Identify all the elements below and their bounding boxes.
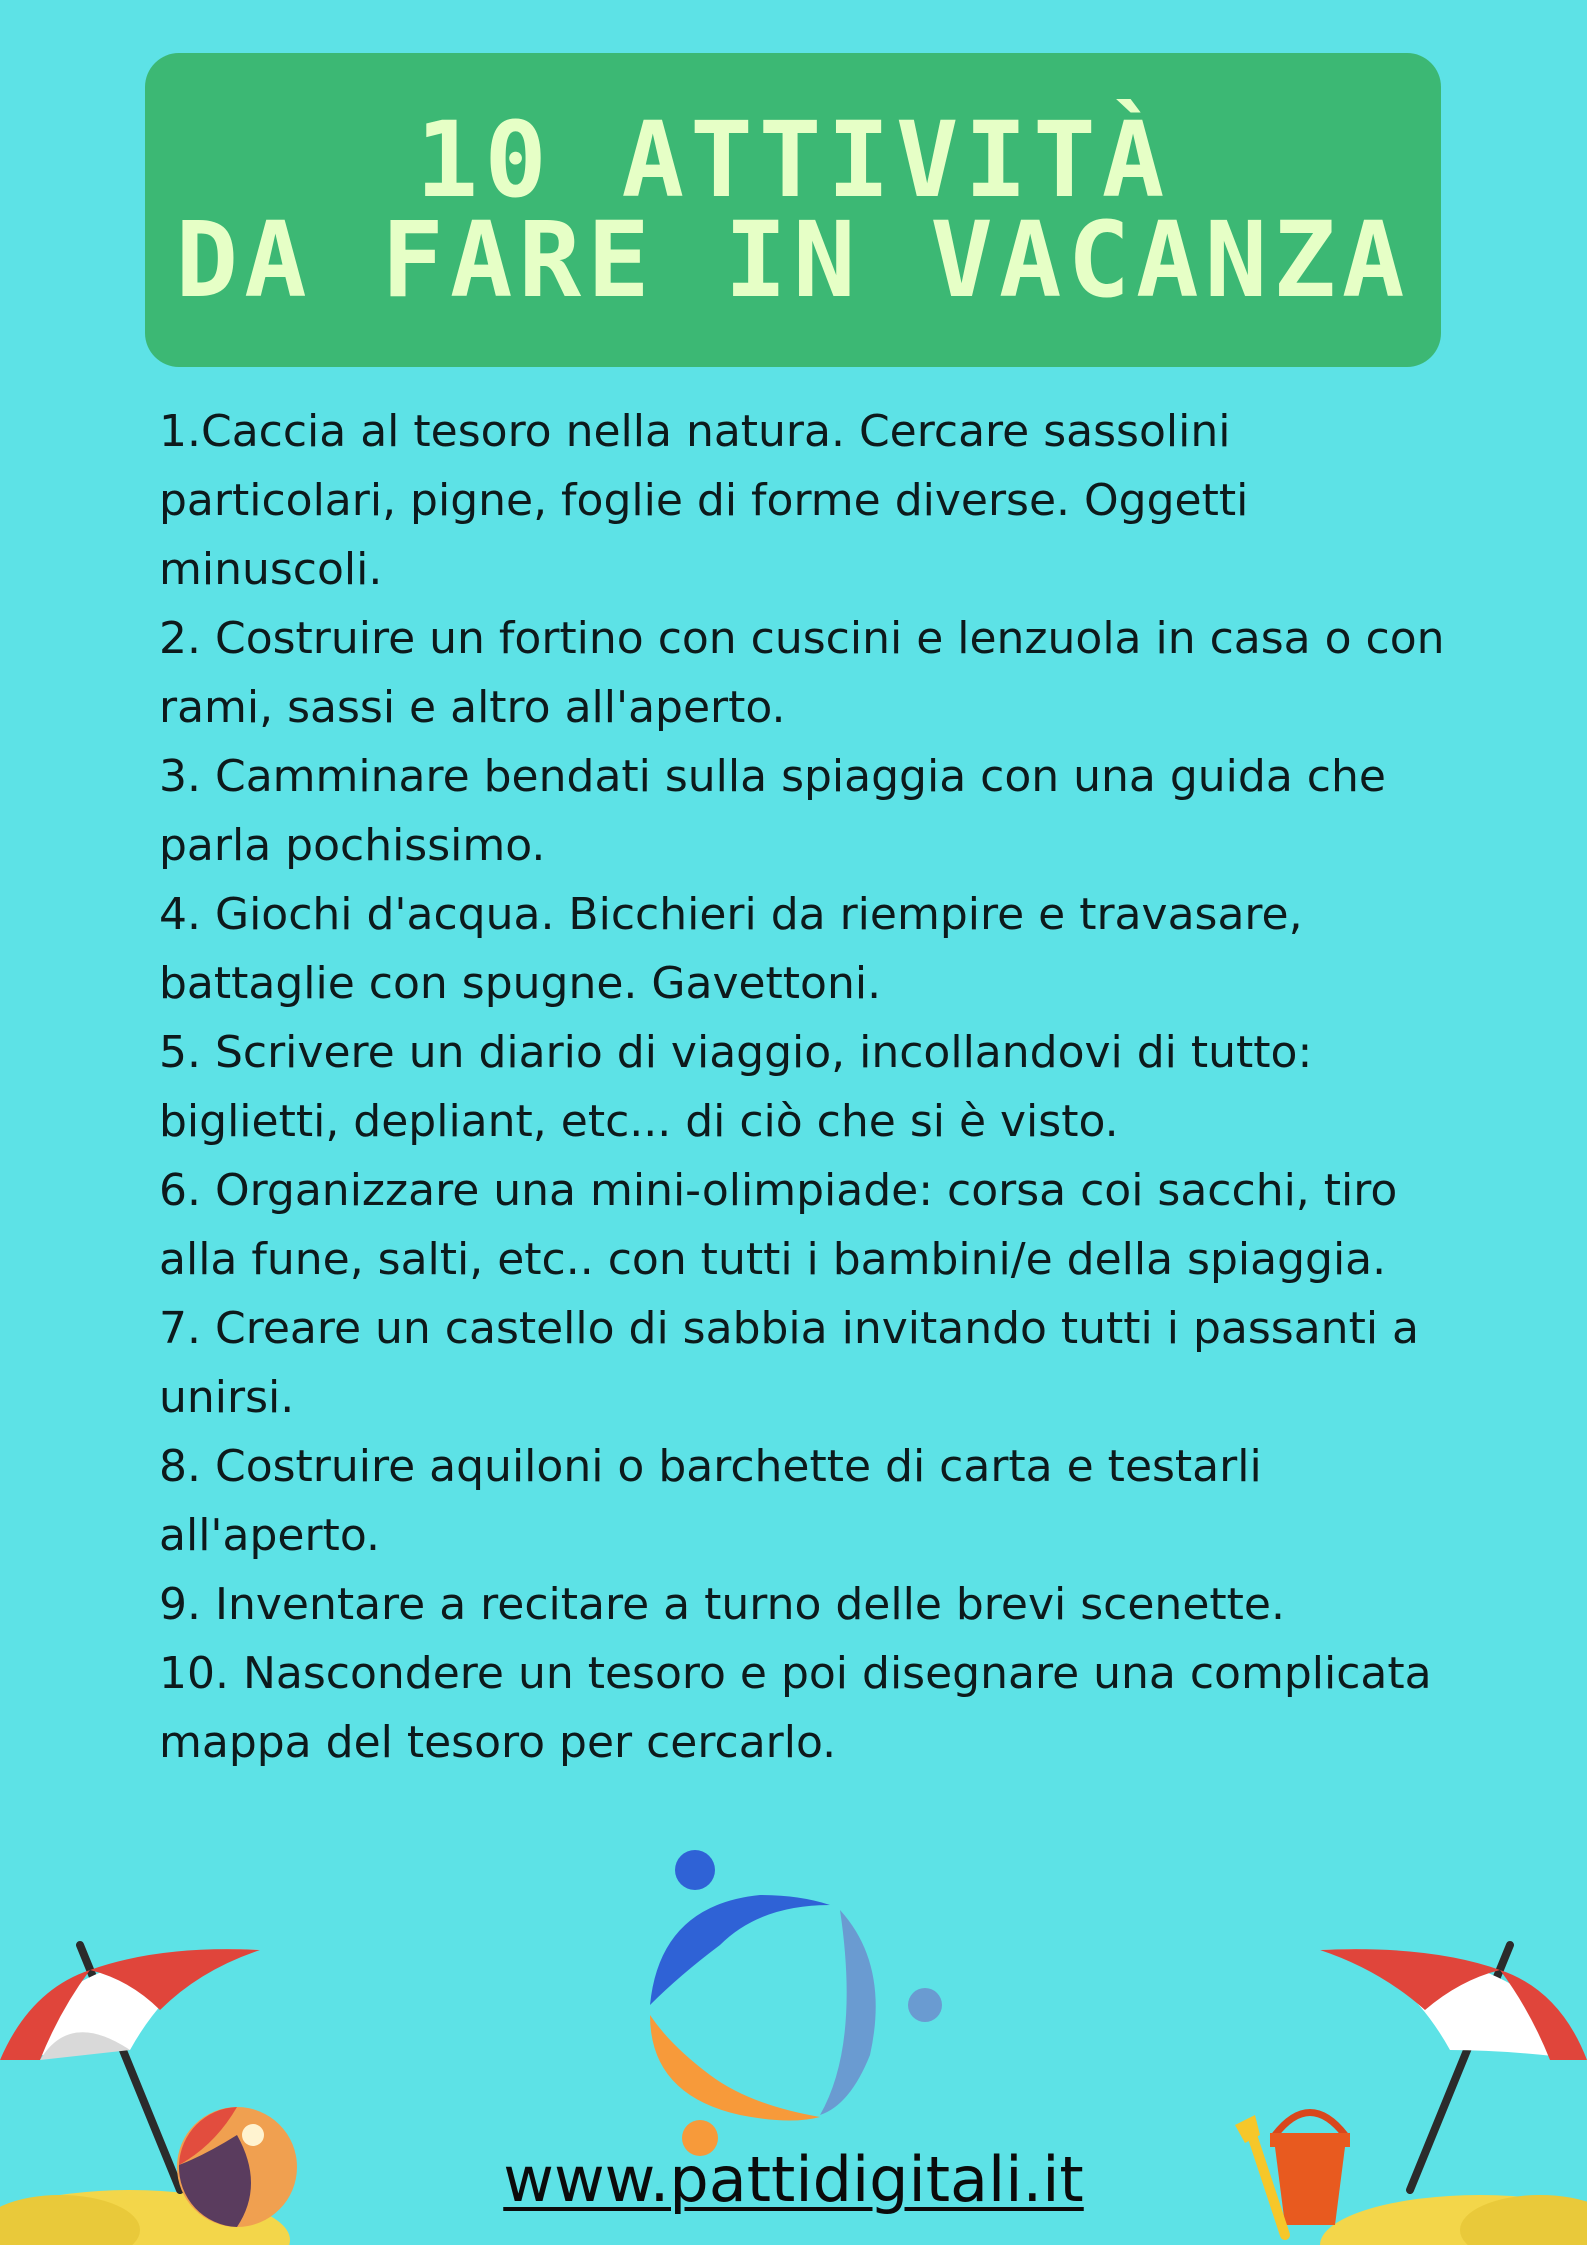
list-item: 8. Costruire aquiloni o barchette di carta e testarli all'aperto. xyxy=(159,1441,1262,1561)
list-item: 10. Nascondere un tesoro e poi disegnare una complicata mappa del tesoro per cercarlo. xyxy=(159,1648,1432,1768)
list-item: 5. Scrivere un diario di viaggio, incollandovi di tutto: biglietti, depliant, etc... di ciò che si è visto. xyxy=(159,1027,1313,1147)
list-item: 1.Caccia al tesoro nella natura. Cercare sassolini particolari, pigne, foglie di forme diverse. Oggetti minuscoli. xyxy=(159,406,1249,595)
list-item: 4. Giochi d'acqua. Bicchieri da riempire e travasare, battaglie con spugne. Gavettoni. xyxy=(159,889,1303,1009)
logo-circle-icon xyxy=(630,1845,950,2165)
list-item: 9. Inventare a recitare a turno delle brevi scenette. xyxy=(159,1579,1285,1630)
list-item: 2. Costruire un fortino con cuscini e lenzuola in casa o con rami, sassi e altro all'aperto. xyxy=(159,613,1445,733)
list-item: 6. Organizzare una mini-olimpiade: corsa coi sacchi, tiro alla fune, salti, etc.. con tutti i bambini/e della spiaggia. xyxy=(159,1165,1398,1285)
website-link[interactable]: www.pattidigitali.it xyxy=(503,2143,1084,2216)
list-item: 3. Camminare bendati sulla spiaggia con una guida che parla pochissimo. xyxy=(159,751,1386,871)
page-title-line-1: 10 ATTIVITÀ xyxy=(415,99,1171,221)
list-item: 7. Creare un castello di sabbia invitando tutti i passanti a unirsi. xyxy=(159,1303,1419,1423)
page-title-line-2: DA FARE IN VACANZA xyxy=(175,199,1411,321)
activity-list xyxy=(159,397,1449,1777)
title-banner xyxy=(145,53,1441,367)
